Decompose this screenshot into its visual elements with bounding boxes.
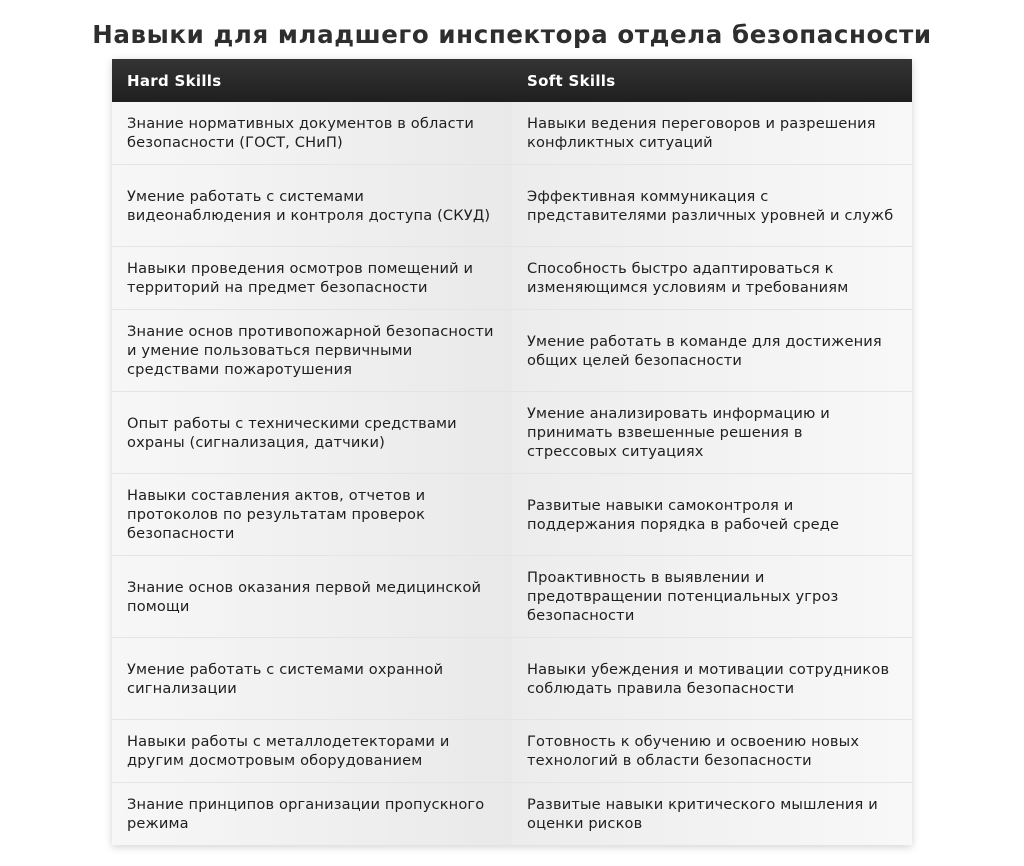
header-hard-skills: Hard Skills <box>112 59 512 102</box>
soft-skill-cell: Развитые навыки самоконтроля и поддержания порядка в рабочей среде <box>512 474 912 556</box>
soft-skill-cell: Навыки ведения переговоров и разрешения конфликтных ситуаций <box>512 102 912 165</box>
hard-skill-cell: Навыки составления актов, отчетов и протоколов по результатам проверок безопасности <box>112 474 512 556</box>
hard-skill-cell: Умение работать с системами охранной сигнализации <box>112 638 512 720</box>
table-row <box>112 556 912 638</box>
table-row <box>112 247 912 310</box>
table-row <box>112 165 912 247</box>
hard-skill-cell: Знание принципов организации пропускного режима <box>112 783 512 846</box>
page-title: Навыки для младшего инспектора отдела безопасности <box>92 20 932 49</box>
skills-table <box>112 59 912 845</box>
table-row <box>112 474 912 556</box>
soft-skill-cell: Готовность к обучению и освоению новых технологий в области безопасности <box>512 720 912 783</box>
hard-skill-cell: Умение работать с системами видеонаблюдения и контроля доступа (СКУД) <box>112 165 512 247</box>
soft-skill-cell: Умение анализировать информацию и принимать взвешенные решения в стрессовых ситуациях <box>512 392 912 474</box>
soft-skill-cell: Развитые навыки критического мышления и оценки рисков <box>512 783 912 846</box>
table-header-row <box>112 59 912 102</box>
header-soft-skills: Soft Skills <box>512 59 912 102</box>
hard-skill-cell: Навыки проведения осмотров помещений и территорий на предмет безопасности <box>112 247 512 310</box>
hard-skill-cell: Знание основ оказания первой медицинской помощи <box>112 556 512 638</box>
table-row <box>112 392 912 474</box>
table-row <box>112 310 912 392</box>
soft-skill-cell: Умение работать в команде для достижения общих целей безопасности <box>512 310 912 392</box>
hard-skill-cell: Знание нормативных документов в области безопасности (ГОСТ, СНиП) <box>112 102 512 165</box>
hard-skill-cell: Опыт работы с техническими средствами охраны (сигнализация, датчики) <box>112 392 512 474</box>
skills-table-container <box>112 59 912 845</box>
hard-skill-cell: Навыки работы с металлодетекторами и другим досмотровым оборудованием <box>112 720 512 783</box>
soft-skill-cell: Способность быстро адаптироваться к изменяющимся условиям и требованиям <box>512 247 912 310</box>
table-row <box>112 638 912 720</box>
soft-skill-cell: Эффективная коммуникация с представителями различных уровней и служб <box>512 165 912 247</box>
table-row <box>112 102 912 165</box>
soft-skill-cell: Навыки убеждения и мотивации сотрудников соблюдать правила безопасности <box>512 638 912 720</box>
soft-skill-cell: Проактивность в выявлении и предотвращении потенциальных угроз безопасности <box>512 556 912 638</box>
table-row <box>112 720 912 783</box>
table-row <box>112 783 912 846</box>
hard-skill-cell: Знание основ противопожарной безопасности и умение пользоваться первичными средствами пожаротушения <box>112 310 512 392</box>
